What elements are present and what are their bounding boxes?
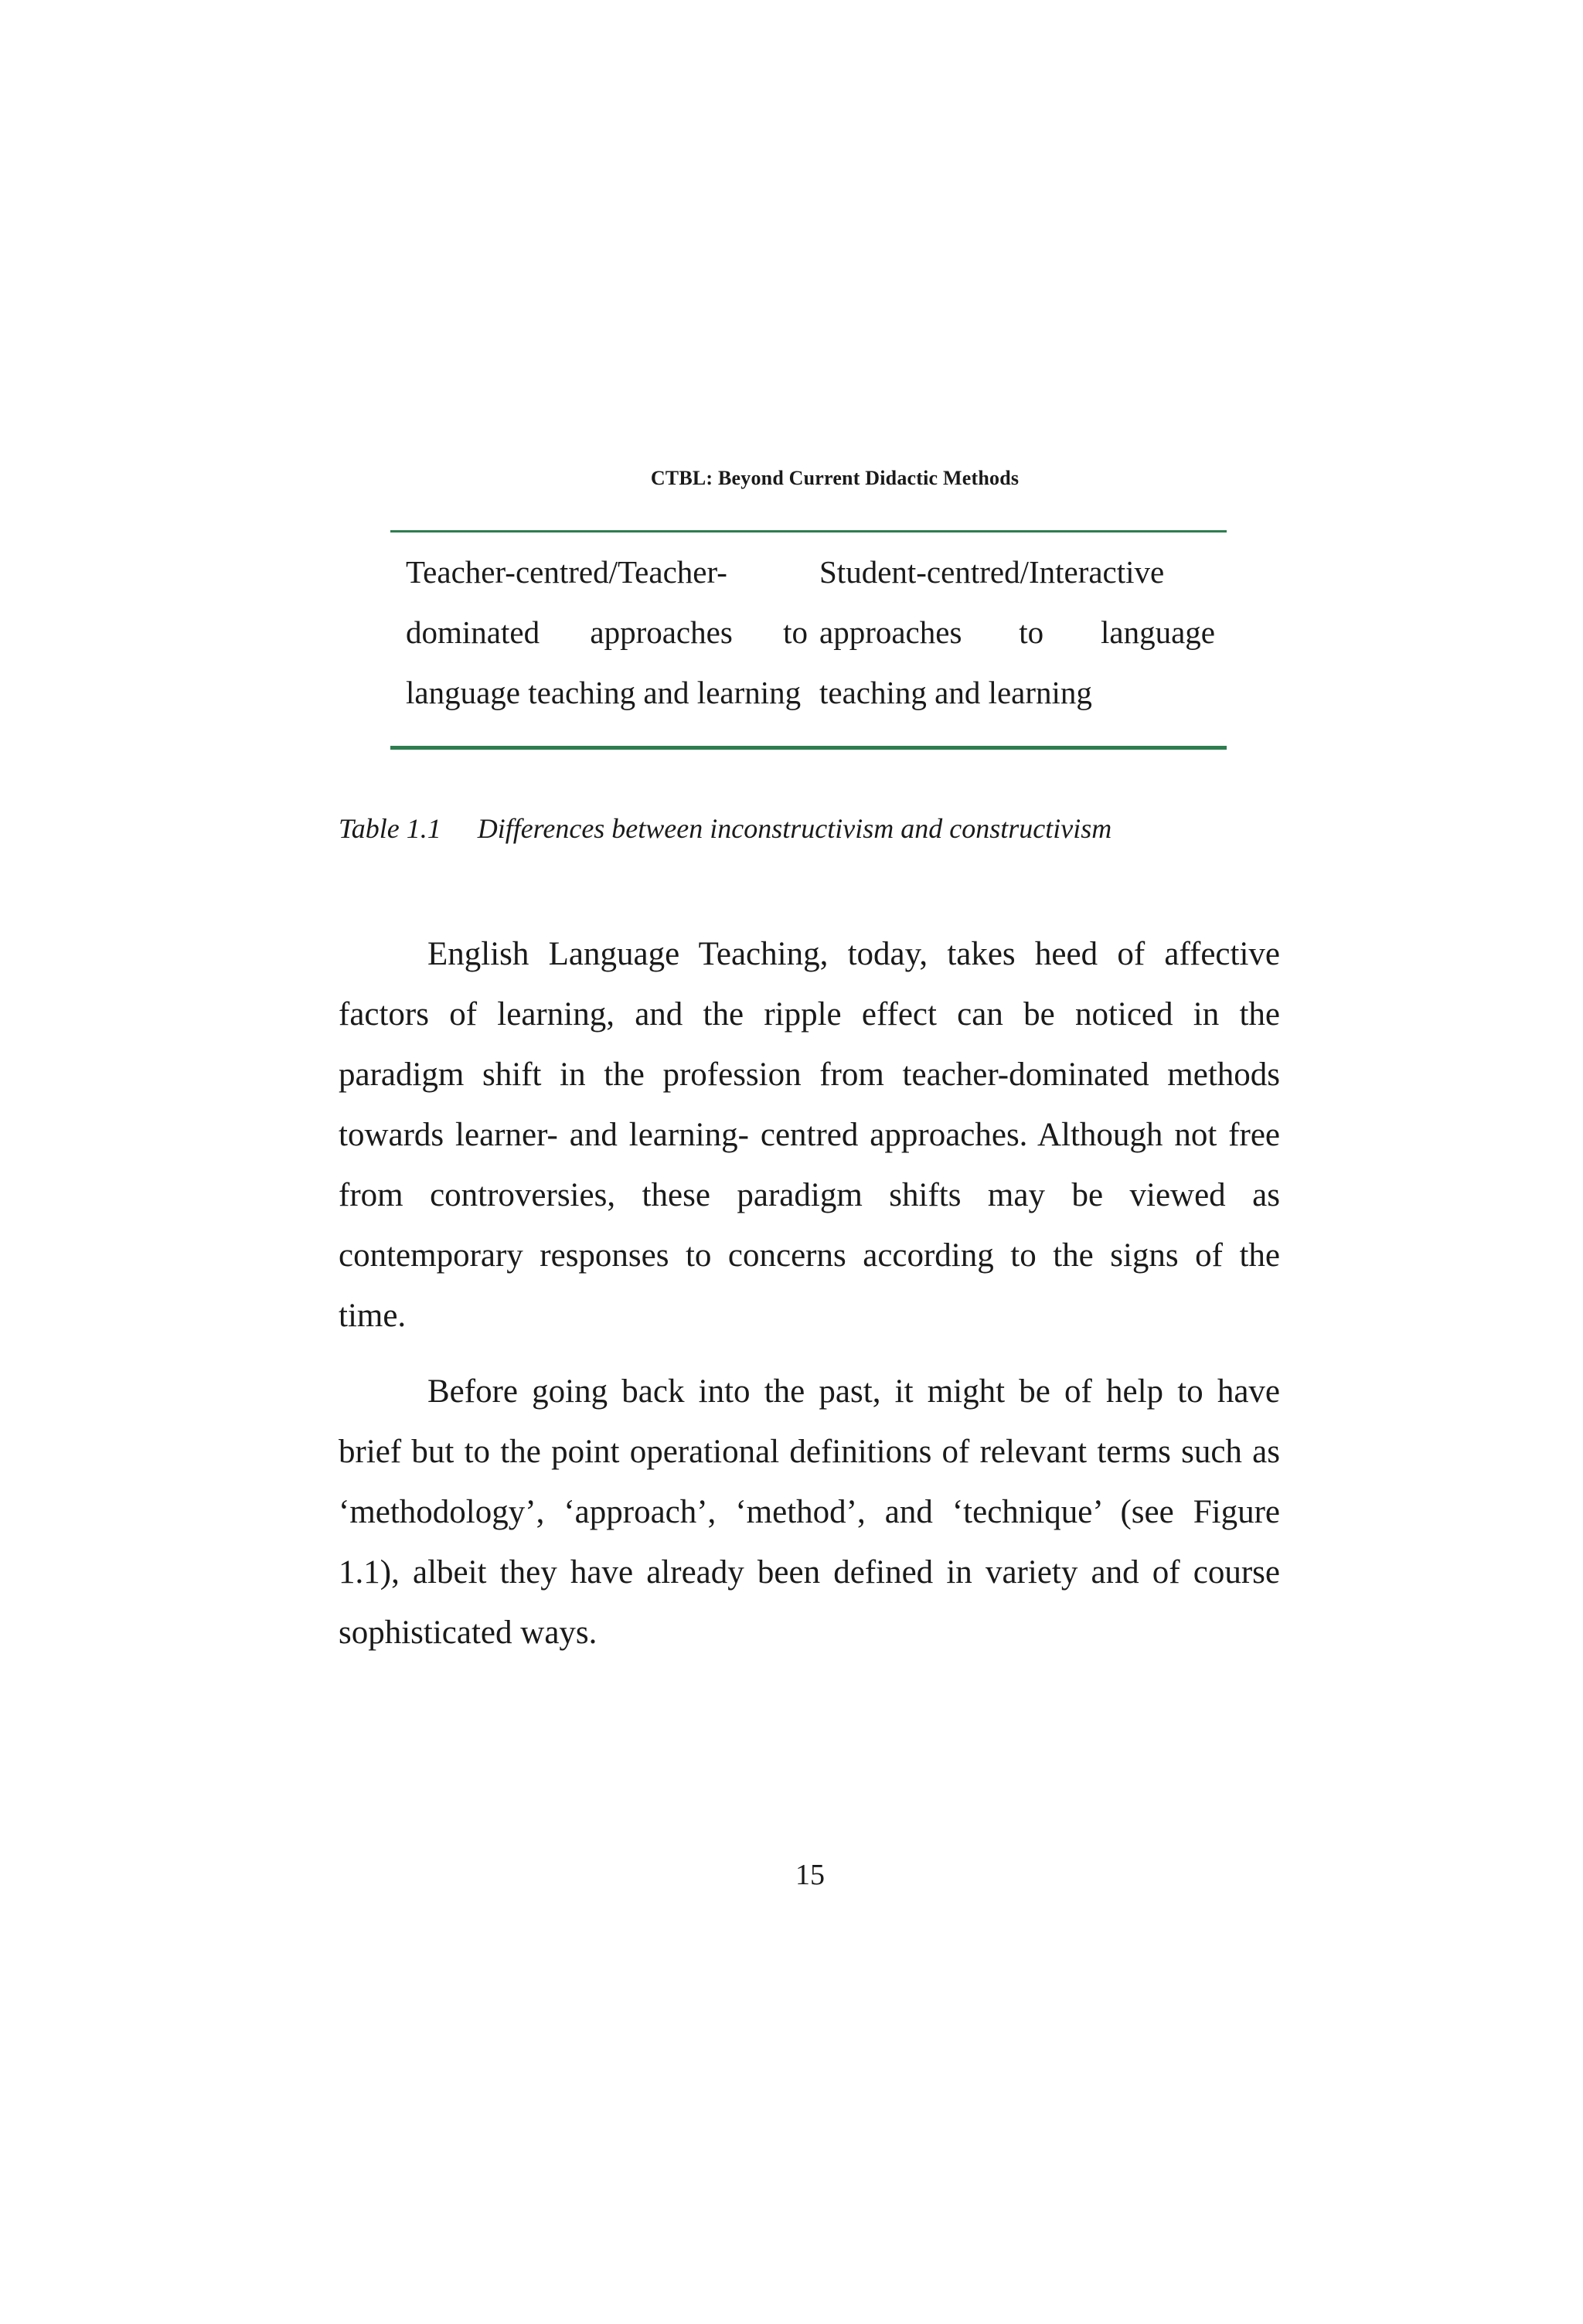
table-caption — [339, 812, 1112, 845]
paragraph: English Language Teaching, today, takes heed of affective factors of learning, and the ripple effect can be noticed in the paradigm shift in the profession from teacher-dominated methods towards learner- and learning- centred approaches. Although not free from controversies, these paradigm shifts may be viewed as contemporary responses to concerns according to the signs of the time. — [339, 936, 1280, 1334]
table-cell-student-centred: Student-centred/Interactive approaches to language teaching and learning — [819, 554, 1215, 710]
table-cell-teacher-centred: Teacher-centred/Teacher-dominated approaches to language teaching and learning — [406, 554, 808, 710]
table-row — [390, 533, 1227, 746]
paragraph: Before going back into the past, it might be of help to have brief but to the point operational definitions of relevant terms such as ‘methodology’, ‘approach’, ‘method’, and ‘technique’ (see Figure 1.1), albeit they have already been defined in variety and of course sophisticated ways. — [339, 1373, 1280, 1651]
page-number: 15 — [795, 1859, 825, 1891]
body-text — [339, 924, 1280, 1679]
comparison-table — [390, 530, 1227, 750]
table-caption-text: Differences between inconstructivism and constructivism — [477, 813, 1112, 844]
running-header: CTBL: Beyond Current Didactic Methods — [650, 467, 1020, 489]
table-bottom-rule — [390, 746, 1227, 750]
table-caption-label: Table 1.1 — [339, 813, 441, 844]
